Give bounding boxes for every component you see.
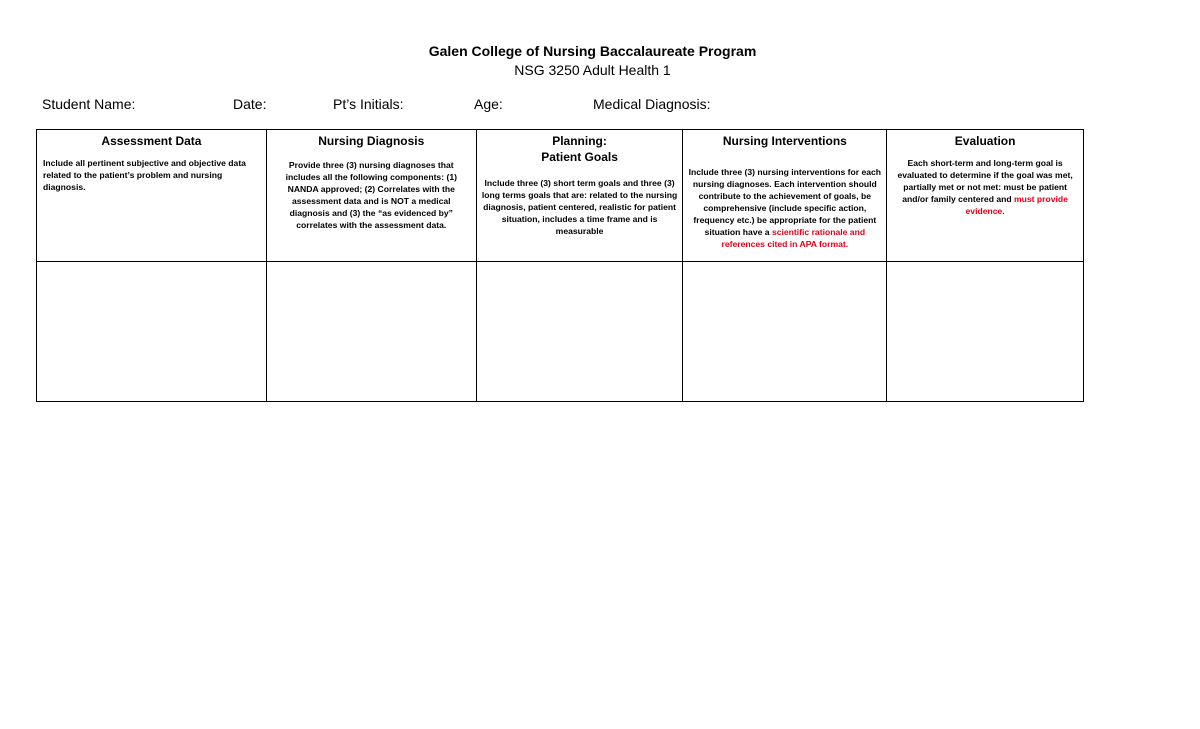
table-entry-row xyxy=(37,262,1084,402)
column-subtitle: Patient Goals xyxy=(541,150,618,164)
column-title: Nursing Interventions xyxy=(722,134,847,148)
assessment-data-entry-cell[interactable] xyxy=(37,262,267,402)
column-instructions xyxy=(891,157,1079,217)
course-subtitle: NSG 3250 Adult Health 1 xyxy=(514,62,671,78)
age-label: Age: xyxy=(474,96,503,112)
instructions-emphasis: must provide evidence. xyxy=(965,194,1068,216)
instructions-emphasis: scientific rationale and references cited in APA format. xyxy=(721,227,866,249)
column-title: Evaluation xyxy=(954,134,1016,148)
nursing-diagnosis-entry-cell[interactable] xyxy=(266,262,476,402)
instructions-text: Each short-term and long-term goal is evaluated to determine if the goal was met, partially met or not met: must be patient and/or family centered and xyxy=(897,158,1073,204)
nursing-interventions-entry-cell[interactable] xyxy=(683,262,887,402)
planning-entry-cell[interactable] xyxy=(476,262,683,402)
column-instructions: Include all pertinent subjective and objective data related to the patient’s problem and nursing diagnosis. xyxy=(43,158,246,192)
nursing-diagnosis-header-cell xyxy=(266,130,476,262)
instructions-text: Include three (3) nursing interventions for each nursing diagnoses. Each intervention should contribute to the achievement of goals, be comprehensive (include specific action, frequency etc.) be appropriate for the patient situation have a xyxy=(688,167,882,237)
page-title: Galen College of Nursing Baccalaureate Program xyxy=(428,43,757,59)
column-instructions: Provide three (3) nursing diagnoses that includes all the following components: (1) NANDA approved; (2) Correlates with the assessment data and is NOT a medical diagnosis and (3) the “as evidenced by” correlates with the assessment data. xyxy=(285,160,457,230)
table-header-row xyxy=(37,130,1084,262)
planning-header-cell xyxy=(476,130,683,262)
student-name-label: Student Name: xyxy=(42,96,136,112)
column-title: Assessment Data xyxy=(101,134,202,148)
column-instructions xyxy=(687,166,882,250)
column-title: Planning: xyxy=(552,134,607,148)
assessment-data-header-cell xyxy=(37,130,267,262)
column-instructions: Include three (3) short term goals and three (3) long terms goals that are: related to the nursing diagnosis, patient centered, realistic for patient situation, includes a time frame and is measurable xyxy=(481,178,678,236)
evaluation-header-cell xyxy=(887,130,1084,262)
column-title: Nursing Diagnosis xyxy=(318,134,425,148)
care-plan-table xyxy=(36,129,1084,402)
date-label: Date: xyxy=(233,96,267,112)
medical-diagnosis-label: Medical Diagnosis: xyxy=(593,96,711,112)
evaluation-entry-cell[interactable] xyxy=(887,262,1084,402)
nursing-interventions-header-cell xyxy=(683,130,887,262)
patient-initials-label: Pt’s Initials: xyxy=(333,96,404,112)
